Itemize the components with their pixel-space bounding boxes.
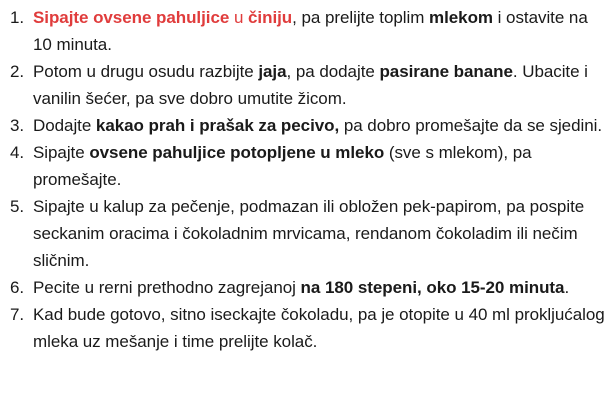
step-number: 2. <box>10 62 25 81</box>
step-text: . Ubacite i vanilin šećer, pa sve dobro umutite žicom. <box>33 62 588 108</box>
step-text: Potom u drugu osudu razbijte <box>33 62 259 81</box>
step-text: i ostavite na 10 minuta. <box>33 8 588 54</box>
step-text-highlight: u <box>229 8 249 27</box>
step-text: Kad bude gotovo, sitno iseckajte čokoladu, pa je otopite u 40 ml prokljućalog mleka uz mešanje i time prelijte kolač. <box>33 305 605 351</box>
step-text: pa dobro promešajte da se sjedini. <box>339 116 603 135</box>
step-text-bold: mlekom <box>429 8 493 27</box>
recipe-step <box>0 58 609 112</box>
step-text: Pecite u rerni prethodno zagrejanoj <box>33 278 301 297</box>
step-text: (sve s mlekom), pa promešajte. <box>33 143 532 189</box>
step-text: , pa prelijte toplim <box>292 8 430 27</box>
recipe-step <box>0 4 609 58</box>
step-text-bold: jaja <box>258 62 287 81</box>
recipe-step <box>0 301 609 355</box>
recipe-step <box>0 274 609 301</box>
step-text-highlight: Sipajte ovsene pahuljice <box>33 8 230 27</box>
step-number: 4. <box>10 143 25 162</box>
step-text-bold: pasirane banane <box>379 62 513 81</box>
step-number: 7. <box>10 305 25 324</box>
step-number: 6. <box>10 278 25 297</box>
recipe-step <box>0 193 609 274</box>
step-number: 5. <box>10 197 25 216</box>
recipe-steps-list <box>0 4 609 355</box>
step-text: . <box>564 278 570 297</box>
step-text: Sipajte <box>33 143 90 162</box>
step-number: 3. <box>10 116 25 135</box>
recipe-step <box>0 139 609 193</box>
step-text: Dodajte <box>33 116 96 135</box>
step-number: 1. <box>10 8 25 27</box>
step-text-bold: ovsene pahuljice potopljene u mleko <box>89 143 385 162</box>
recipe-step <box>0 112 609 139</box>
step-text: , pa dodajte <box>286 62 380 81</box>
step-text-bold: kakao prah i prašak za pecivo, <box>95 116 340 135</box>
step-text: Sipajte u kalup za pečenje, podmazan ili obložen pek-papirom, pa pospite seckanim oracima i čokoladnim mrvicama, rendanom čokoladim ili nečim sličnim. <box>33 197 585 270</box>
step-text-highlight: činiju <box>248 8 293 27</box>
step-text-bold: na 180 stepeni, oko 15-20 minuta <box>300 278 565 297</box>
